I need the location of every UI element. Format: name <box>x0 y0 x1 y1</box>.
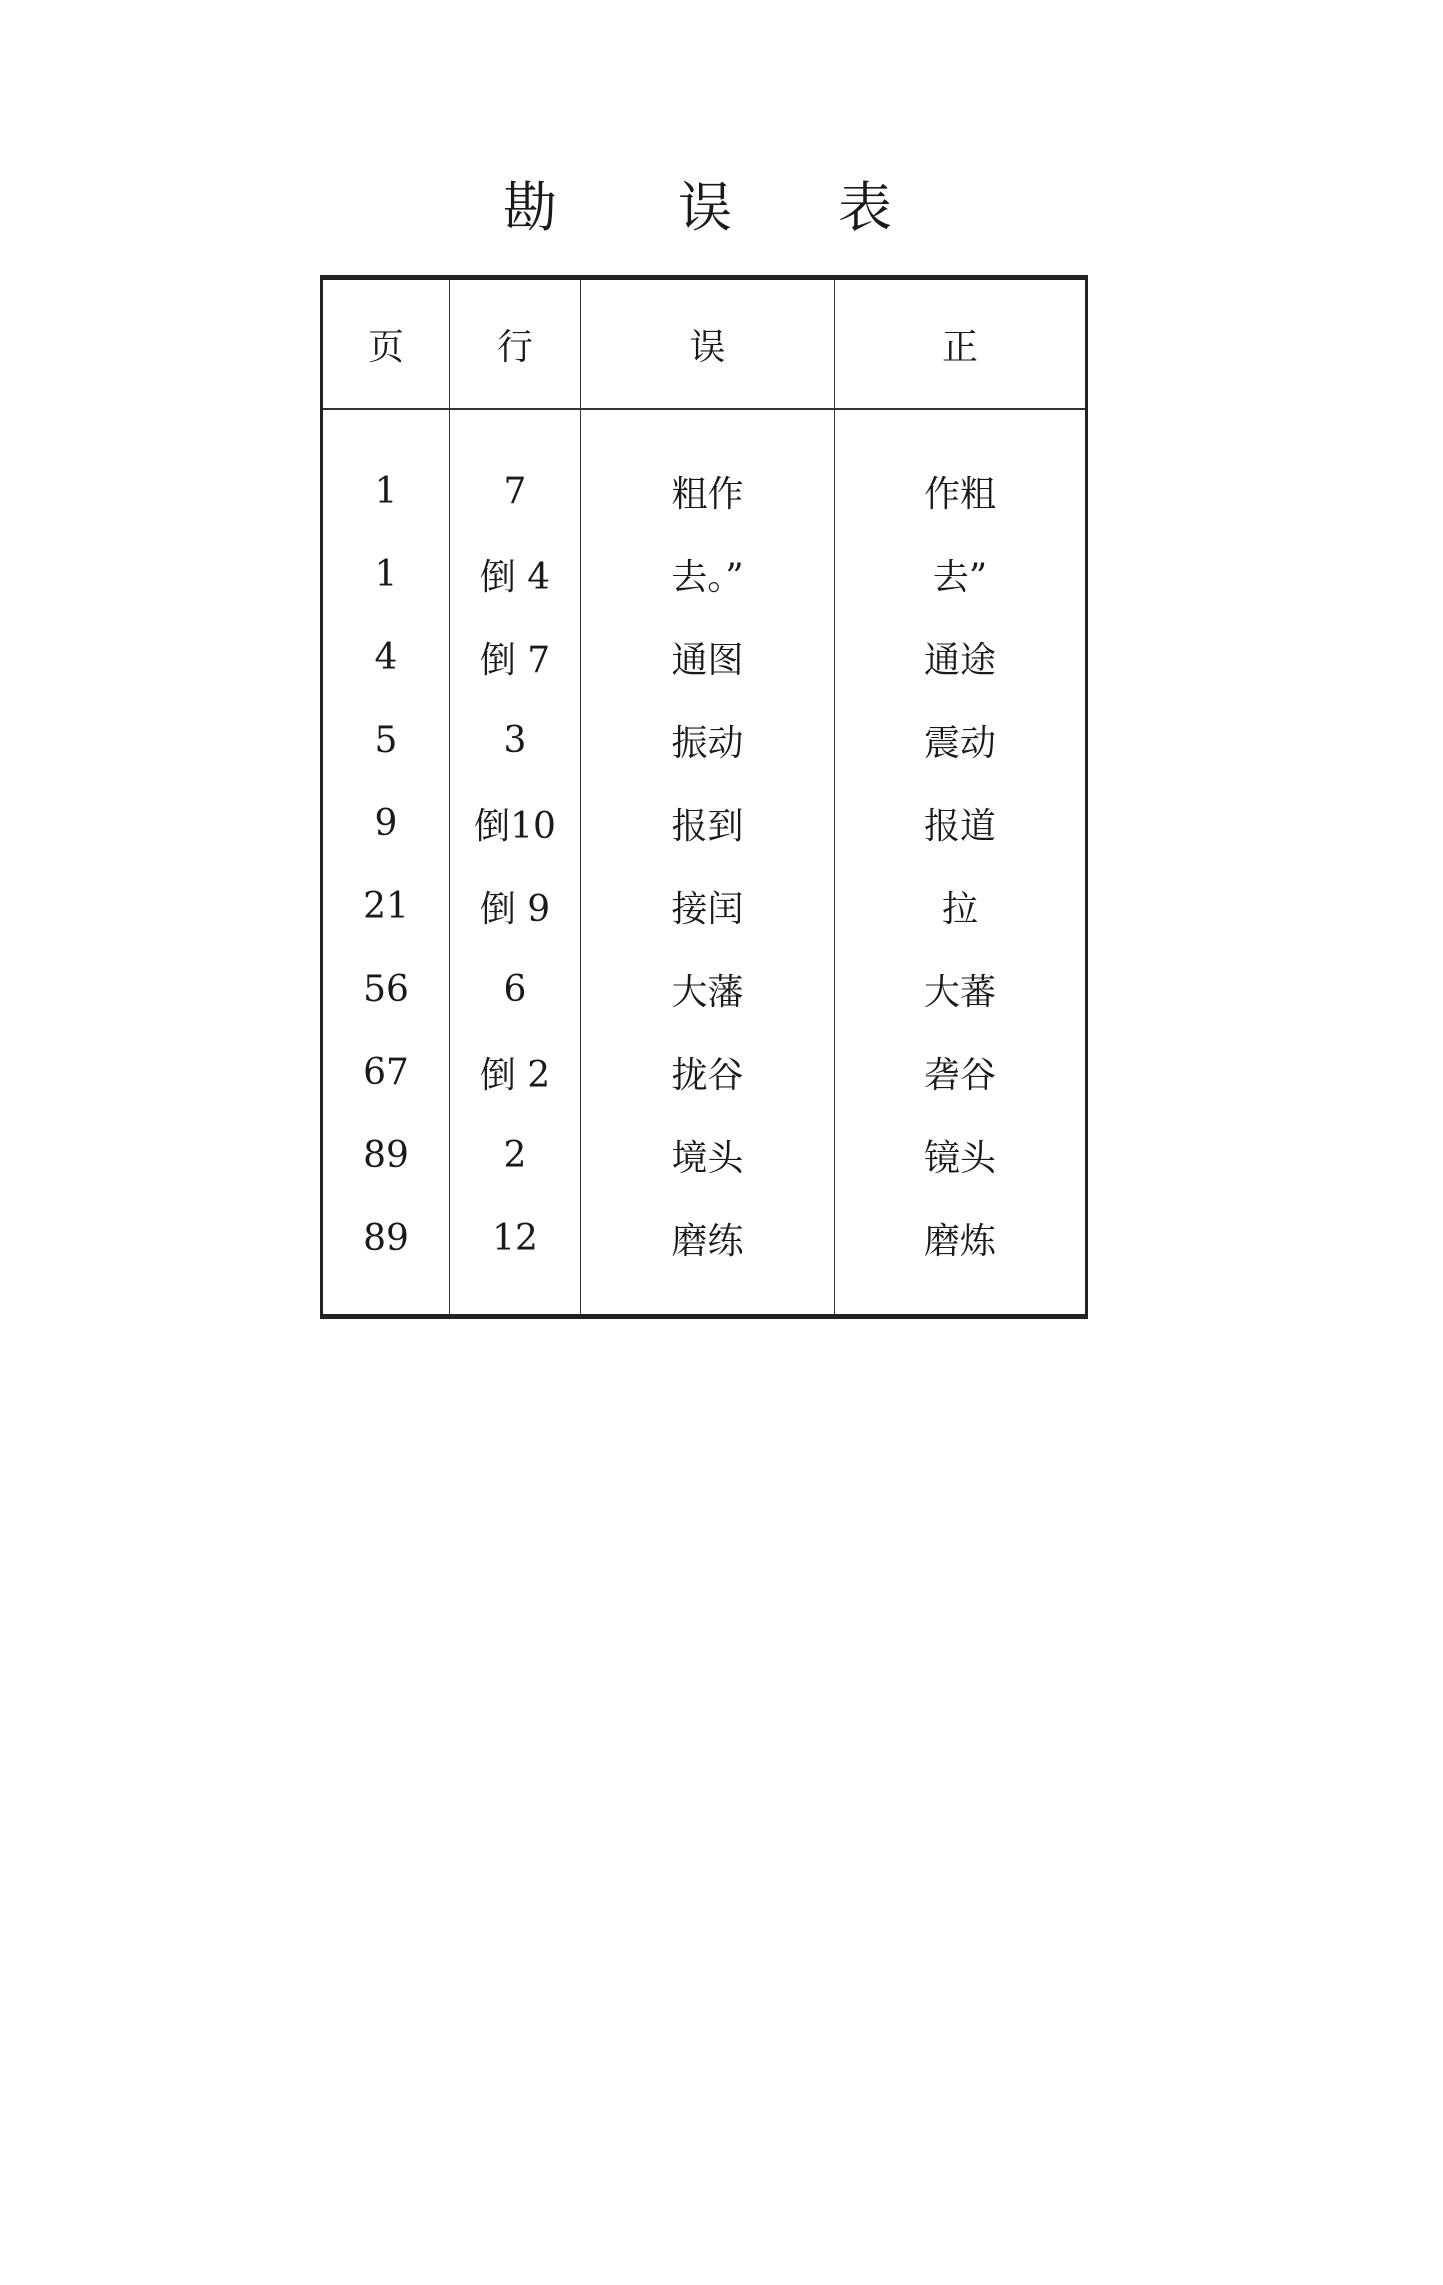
cell-line: 倒10 <box>450 782 581 865</box>
cell-right: 大蕃 <box>923 972 996 1013</box>
cell-page: 89 <box>322 1197 450 1317</box>
table-row <box>322 782 1087 865</box>
cell-wrong: 报到 <box>581 782 835 865</box>
cell-wrong: 去。” <box>581 533 835 616</box>
table-row <box>322 1197 1087 1317</box>
table-row <box>322 948 1087 1031</box>
cell-page: 21 <box>322 865 450 948</box>
title-char-3: 表 <box>838 176 892 239</box>
cell-right: 作粗 <box>923 474 996 515</box>
cell-page: 89 <box>322 1114 450 1197</box>
cell-line: 3 <box>450 699 581 782</box>
cell-wrong: 磨练 <box>581 1197 835 1317</box>
cell-wrong: 接闰 <box>581 865 835 948</box>
cell-right: 震动 <box>923 723 996 764</box>
cell-line: 倒 9 <box>450 865 581 948</box>
cell-right: 去” <box>932 557 988 598</box>
table-header-row <box>322 278 1087 410</box>
cell-wrong: 大藩 <box>581 948 835 1031</box>
cell-wrong: 粗作 <box>581 409 835 533</box>
title-char-1: 勘 <box>503 176 557 239</box>
table-row <box>322 616 1087 699</box>
cell-line: 2 <box>450 1114 581 1197</box>
table-row <box>322 533 1087 616</box>
cell-page: 56 <box>322 948 450 1031</box>
cell-page: 1 <box>322 533 450 616</box>
errata-table <box>320 275 1088 1319</box>
header-line: 行 <box>450 278 581 410</box>
cell-right: 砻谷 <box>923 1055 996 1096</box>
cell-line: 6 <box>450 948 581 1031</box>
page-title <box>0 168 1443 248</box>
cell-line: 倒 2 <box>450 1031 581 1114</box>
cell-wrong: 拢谷 <box>581 1031 835 1114</box>
cell-wrong: 振动 <box>581 699 835 782</box>
cell-right: 报道 <box>923 806 996 847</box>
table-row <box>322 409 1087 533</box>
cell-line: 12 <box>450 1197 581 1317</box>
cell-right: 镜头 <box>923 1138 996 1179</box>
cell-wrong: 境头 <box>581 1114 835 1197</box>
cell-line: 7 <box>450 409 581 533</box>
table-row <box>322 699 1087 782</box>
title-char-2: 误 <box>678 176 732 239</box>
cell-right: 磨炼 <box>923 1221 996 1262</box>
cell-page: 4 <box>322 616 450 699</box>
table-row <box>322 1114 1087 1197</box>
table-row <box>322 1031 1087 1114</box>
cell-page: 5 <box>322 699 450 782</box>
cell-wrong: 通图 <box>581 616 835 699</box>
table-row <box>322 865 1087 948</box>
cell-right: 拉 <box>941 889 978 930</box>
cell-line: 倒 7 <box>450 616 581 699</box>
cell-page: 9 <box>322 782 450 865</box>
cell-page: 1 <box>322 409 450 533</box>
cell-line: 倒 4 <box>450 533 581 616</box>
header-wrong: 误 <box>581 278 835 410</box>
cell-page: 67 <box>322 1031 450 1114</box>
header-right: 正 <box>835 278 1087 410</box>
cell-right: 通途 <box>923 640 996 681</box>
header-page: 页 <box>322 278 450 410</box>
